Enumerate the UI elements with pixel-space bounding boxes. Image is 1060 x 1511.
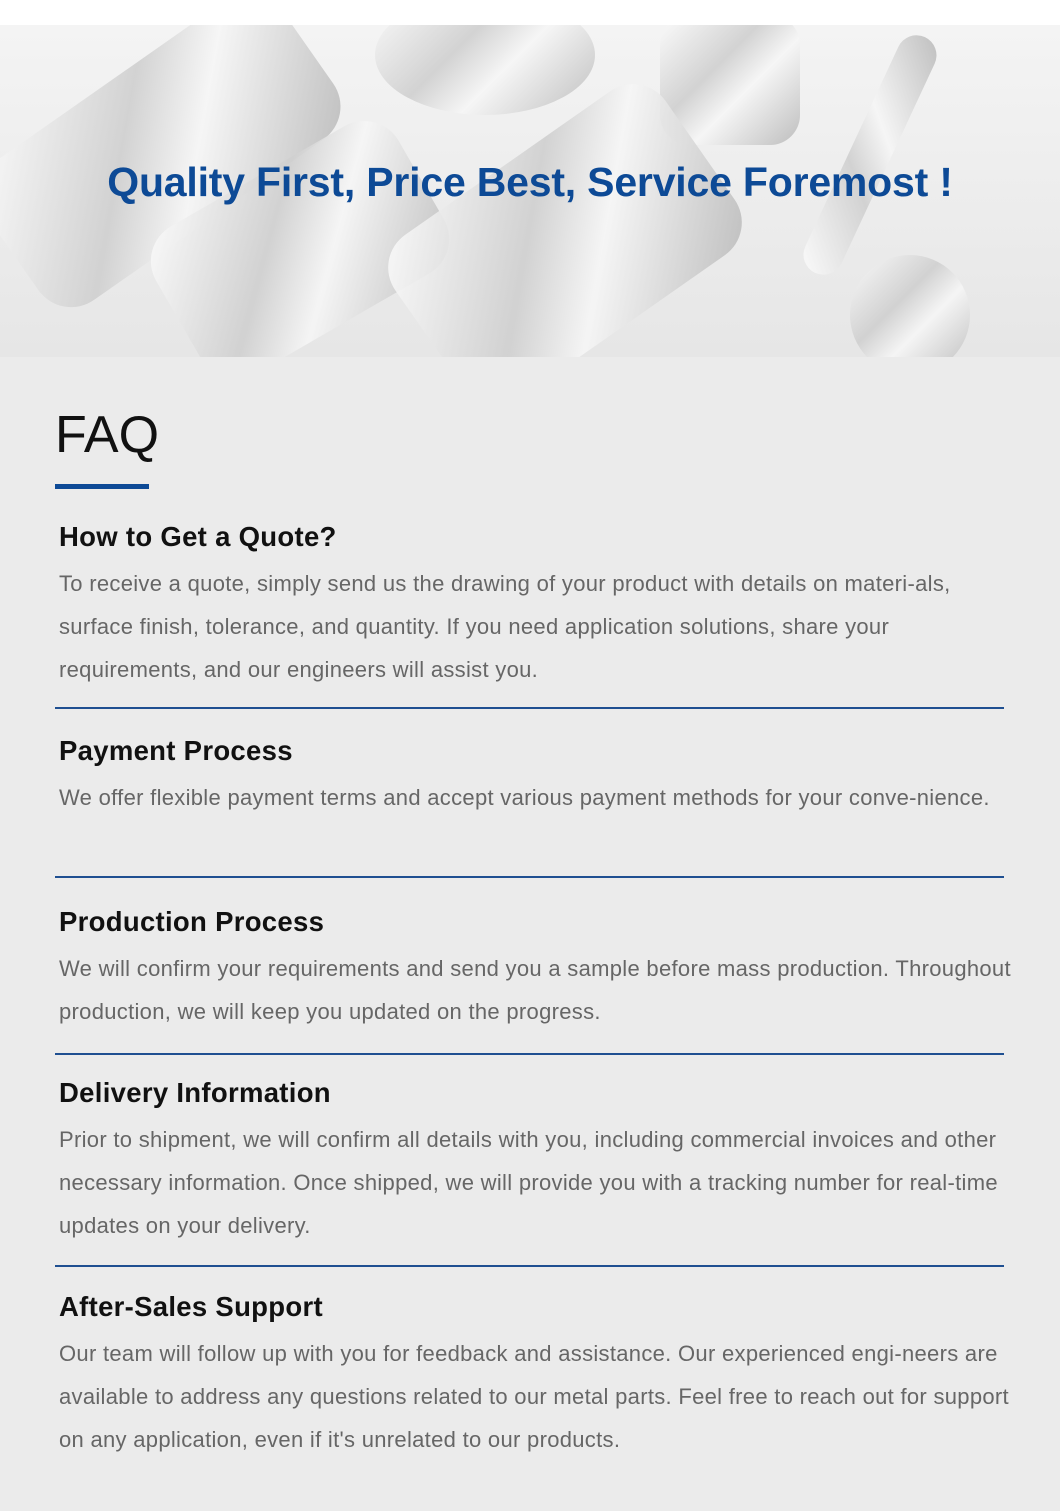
faq-answer: To receive a quote, simply send us the drawing of your product with details on materi-als, surface finish, tolerance, and quantity. If you need application solutions, share your requirements, and our engineers will assist you. <box>59 571 951 682</box>
metal-part-image <box>797 29 943 282</box>
faq-answer: Prior to shipment, we will confirm all details with you, including commercial invoices and other necessary information. Once shipped, we will provide you with a tracking number for real-time updates on your delivery. <box>59 1127 998 1238</box>
faq-item <box>59 734 1019 819</box>
divider <box>55 1053 1004 1055</box>
faq-answer: Our team will follow up with you for feedback and assistance. Our experienced engi-neers are available to address any questions related to our metal parts. Feel free to reach out for support on any application, even if it's unrelated to our products. <box>59 1341 1009 1452</box>
faq-item <box>59 1076 1019 1247</box>
faq-question: Production Process <box>59 906 325 937</box>
faq-answer: We will confirm your requirements and send you a sample before mass production. Throughout production, we will keep you updated on the progress. <box>59 956 1011 1024</box>
metal-part-image <box>375 25 595 115</box>
metal-part-image <box>850 255 970 357</box>
faq-question: Delivery Information <box>59 1077 331 1108</box>
divider <box>55 707 1004 709</box>
divider <box>55 1265 1004 1267</box>
faq-answer: We offer flexible payment terms and accept various payment methods for your conve-nience. <box>59 785 990 810</box>
faq-heading-underline <box>55 484 149 489</box>
faq-question: Payment Process <box>59 735 293 766</box>
faq-item <box>59 905 1019 1033</box>
faq-item <box>59 1290 1019 1461</box>
faq-item <box>59 520 1019 691</box>
hero-banner <box>0 25 1060 357</box>
faq-question: How to Get a Quote? <box>59 521 337 552</box>
divider <box>55 876 1004 878</box>
faq-question: After-Sales Support <box>59 1291 323 1322</box>
banner-slogan: Quality First, Price Best, Service Foremost ! <box>107 159 953 205</box>
top-band <box>0 0 1060 25</box>
faq-heading: FAQ <box>55 406 160 464</box>
